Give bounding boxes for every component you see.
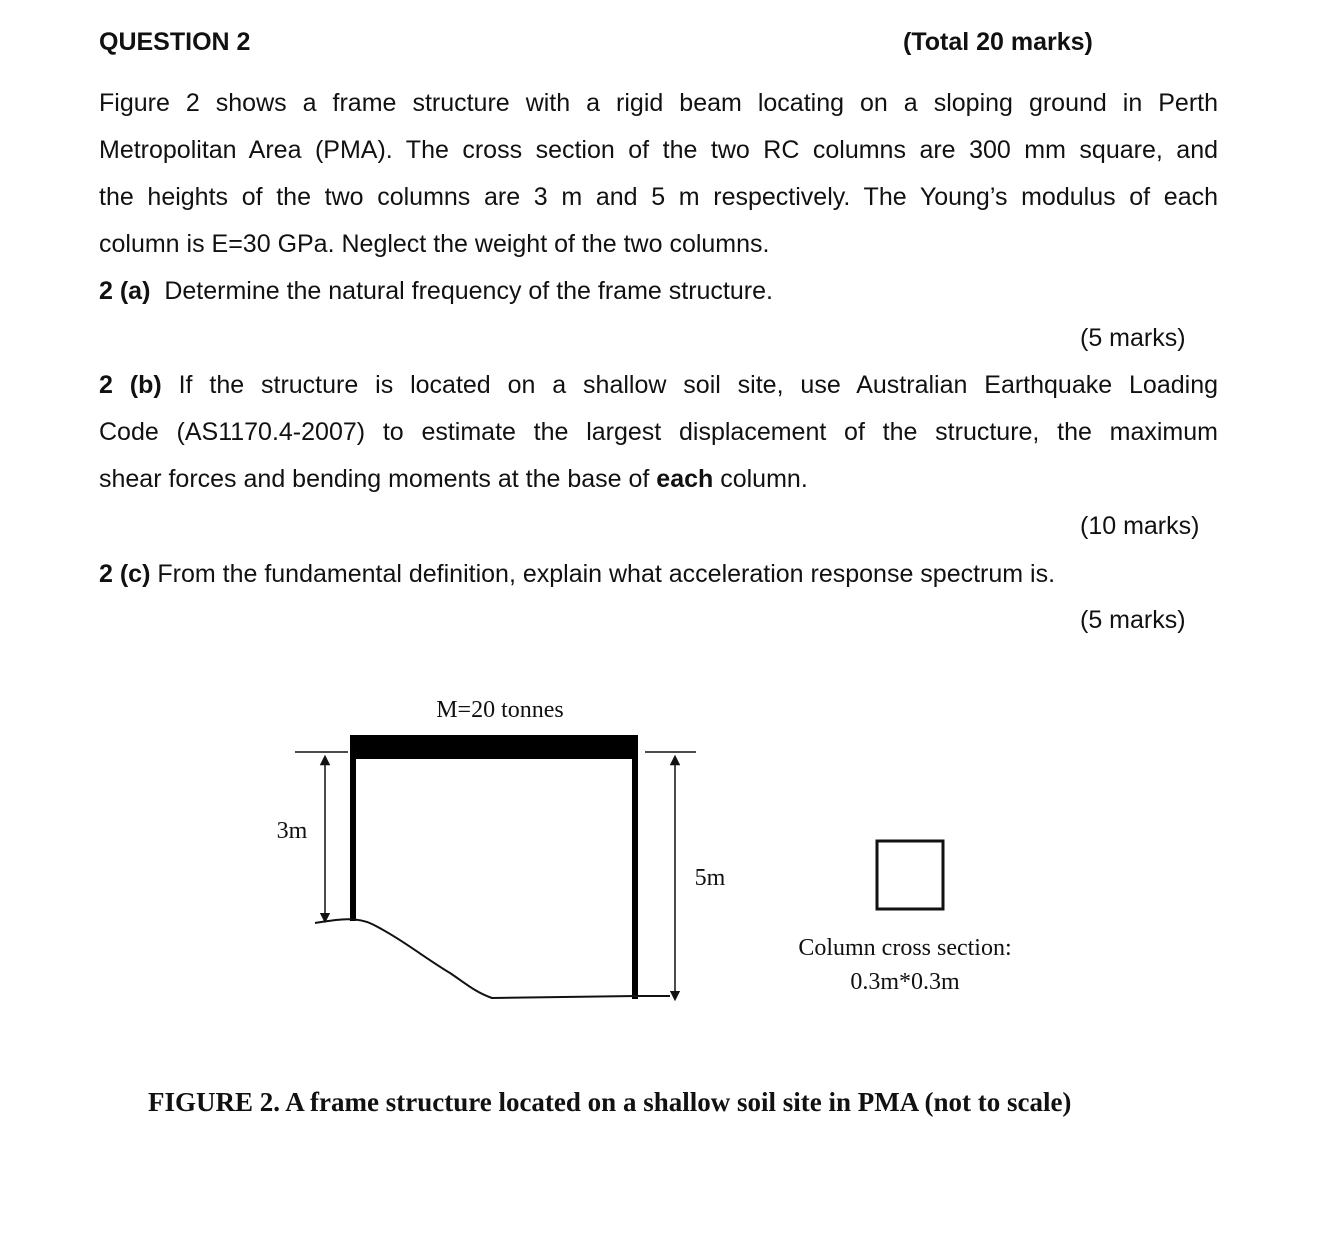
part-a bbox=[99, 276, 773, 306]
part-b-label: 2 (b) bbox=[99, 371, 162, 399]
mass-label: M=20 tonnes bbox=[436, 697, 564, 723]
right-column bbox=[632, 759, 638, 999]
intro-line-4 bbox=[99, 221, 1218, 268]
part-b-line-1 bbox=[99, 362, 1218, 409]
intro-line-3 bbox=[99, 174, 1218, 221]
total-marks: (Total 20 marks) bbox=[903, 28, 1093, 56]
figure-caption: FIGURE 2. A frame structure located on a shallow soil site in PMA (not to scale) bbox=[148, 1087, 1072, 1117]
cross-section-title: Column cross section: bbox=[798, 935, 1012, 961]
part-a-marks: (5 marks) bbox=[1080, 324, 1186, 352]
part-b bbox=[99, 362, 1218, 503]
sloping-ground bbox=[315, 919, 670, 998]
cross-section-square bbox=[877, 841, 943, 909]
left-height-label: 3m bbox=[276, 818, 308, 844]
intro-line-2-text: Metropolitan Area (PMA). The cross section of the two RC columns are 300 mm square, and bbox=[99, 136, 1218, 164]
left-column bbox=[350, 759, 356, 921]
part-c bbox=[99, 559, 1055, 589]
part-b-line-2-text: Code (AS1170.4-2007) to estimate the largest displacement of the structure, the maximum bbox=[99, 418, 1218, 446]
intro-line-1 bbox=[99, 80, 1218, 127]
part-a-label: 2 (a) bbox=[99, 277, 151, 305]
part-c-label: 2 (c) bbox=[99, 560, 151, 588]
intro-line-4-text: column is E=30 GPa. Neglect the weight of the two columns. bbox=[99, 230, 770, 258]
rigid-beam bbox=[350, 735, 638, 759]
part-a-text: Determine the natural frequency of the frame structure. bbox=[164, 277, 773, 305]
frame-figure bbox=[260, 680, 1050, 1030]
part-c-text: From the fundamental definition, explain what acceleration response spectrum is. bbox=[157, 560, 1056, 588]
part-b-line-3-bold: each bbox=[656, 465, 714, 493]
part-b-line-3-pre: shear forces and bending moments at the base of bbox=[99, 465, 657, 493]
question-title: QUESTION 2 bbox=[99, 28, 251, 56]
part-b-marks: (10 marks) bbox=[1080, 512, 1200, 540]
intro-line-1-text: Figure 2 shows a frame structure with a rigid beam locating on a sloping ground in Perth bbox=[99, 89, 1218, 117]
part-b-line-3 bbox=[99, 456, 1218, 503]
part-b-line-1-text: If the structure is located on a shallow soil site, use Australian Earthquake Loading bbox=[178, 371, 1218, 399]
intro-line-2 bbox=[99, 127, 1218, 174]
right-height-label: 5m bbox=[694, 865, 726, 891]
part-b-line-3-post: column. bbox=[713, 465, 808, 493]
intro-paragraph bbox=[99, 80, 1218, 268]
part-b-line-2 bbox=[99, 409, 1218, 456]
cross-section-size: 0.3m*0.3m bbox=[850, 969, 960, 995]
intro-line-3-text: the heights of the two columns are 3 m and 5 m respectively. The Young’s modulus of each bbox=[99, 183, 1218, 211]
part-c-marks: (5 marks) bbox=[1080, 606, 1186, 634]
